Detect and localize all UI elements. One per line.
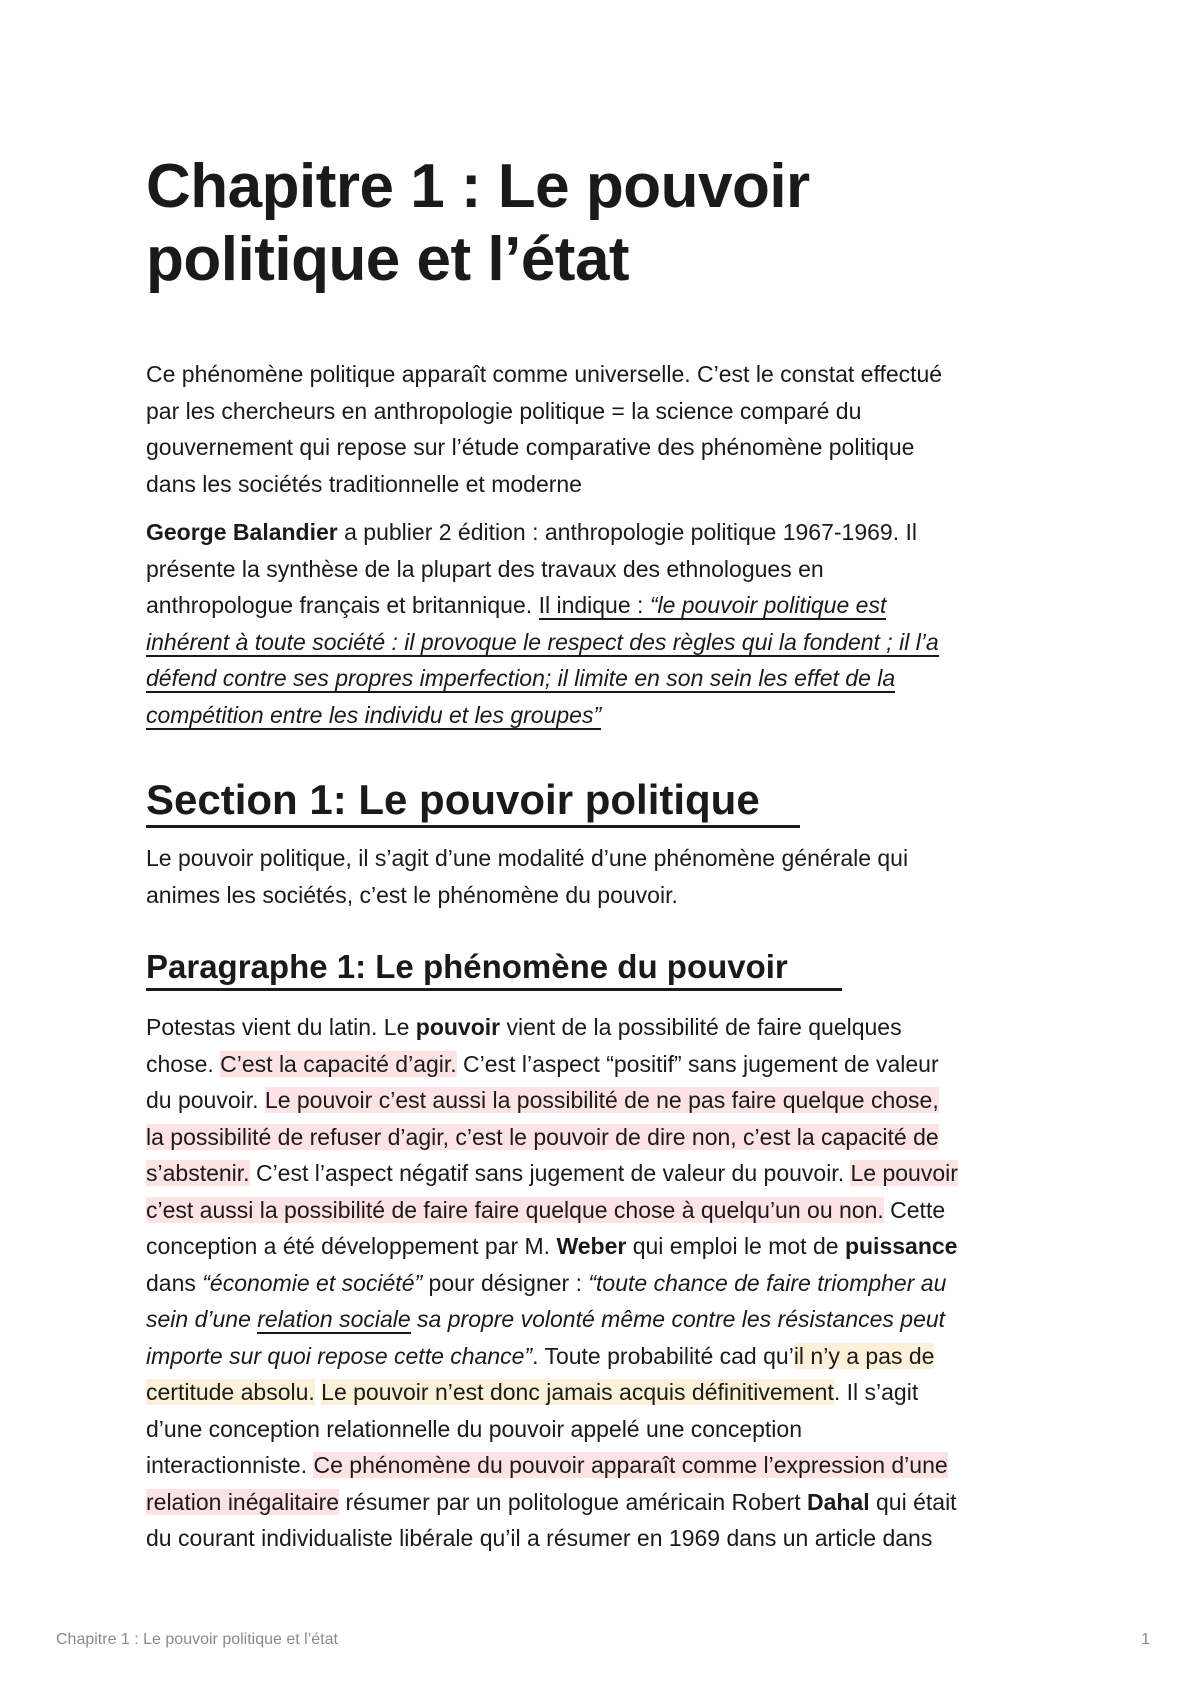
text-line: [146, 1155, 1066, 1192]
page-title: Chapitre 1 : Le pouvoir politique et l’état: [146, 152, 810, 294]
text-line: gouvernement qui repose sur l’étude comparative des phénomène politique: [146, 434, 915, 460]
text-span: résumer par un politologue américain Robert: [339, 1488, 807, 1515]
highlighted-text: la possibilité de refuser d’agir, c’est le pouvoir de dire non, c’est la capacité de: [146, 1123, 939, 1150]
highlighted-text: Le pouvoir c’est aussi la possibilité de ne pas faire quelque chose,: [264, 1087, 939, 1113]
text-line: [146, 697, 1066, 734]
text-line: [146, 1338, 1066, 1375]
author-name: George Balandier: [146, 519, 338, 545]
text-span: conception a été développement par M.: [146, 1233, 557, 1259]
text-line: par les chercheurs en anthropologie politique = la science comparé du: [146, 397, 862, 424]
bold-term: pouvoir: [415, 1014, 501, 1040]
italic-text: sein d’une: [146, 1306, 258, 1332]
paragraph1-body: [146, 1009, 1066, 1557]
quote-text: défend contre ses propres imperfection; il limite en son sein les effet de la: [146, 665, 896, 691]
text-line: du courant individualiste libérale qu’il a résumer en 1969 dans un article dans: [146, 1525, 933, 1551]
text-line: [146, 1301, 1066, 1338]
section1-paragraph: [146, 840, 1066, 913]
highlighted-text: c’est aussi la possibilité de faire faire quelque chose à quelqu’un ou non.: [146, 1196, 884, 1223]
text-line: [146, 1119, 1066, 1156]
text-line: [146, 1228, 1066, 1265]
text-span: pour désigner :: [422, 1269, 589, 1296]
text-line: [146, 1046, 1066, 1083]
text-line: [146, 1374, 1066, 1411]
text-line: d’une conception relationnelle du pouvoir appelé une conception: [146, 1415, 802, 1442]
highlighted-text: s’abstenir.: [146, 1160, 250, 1186]
text-span: anthropologue français et britannique.: [146, 592, 539, 618]
italic-text: importe sur quoi repose cette chance”: [146, 1342, 533, 1369]
text-span: du pouvoir.: [146, 1087, 265, 1113]
text-line: [146, 514, 1066, 551]
intro-paragraph: [146, 356, 1066, 502]
highlighted-text: certitude absolu.: [146, 1379, 315, 1405]
text-line: [146, 587, 1066, 624]
footer-title: Chapitre 1 : Le pouvoir politique et l’état: [56, 1631, 338, 1648]
underlined-text: Il indique :: [538, 592, 650, 618]
highlighted-text: il n’y a pas de: [793, 1342, 935, 1369]
text-line: animes les sociétés, c’est le phénomène du pouvoir.: [146, 881, 678, 908]
text-span: interactionniste.: [146, 1452, 314, 1478]
bold-term: Dahal: [806, 1488, 870, 1515]
text-line: [146, 624, 1066, 661]
highlighted-text: Ce phénomène du pouvoir apparaît comme l’expression d’une: [313, 1452, 948, 1478]
quote-text: inhérent à toute société : il provoque le respect des règles qui la fondent ; il l’a: [146, 628, 939, 655]
text-line: dans les sociétés traditionnelle et moderne: [146, 470, 582, 497]
text-span: vient de la possibilité de faire quelques: [500, 1014, 902, 1040]
italic-text: “économie et société”: [202, 1269, 423, 1296]
text-line: [146, 660, 1066, 697]
text-span: a publier 2 édition : anthropologie politique 1967-1969. Il: [337, 519, 917, 545]
text-span: C’est l’aspect négatif sans jugement de valeur du pouvoir.: [249, 1160, 851, 1186]
text-span: qui était: [869, 1488, 957, 1515]
quote-text: “le pouvoir politique est: [649, 592, 887, 618]
subsection-heading: Paragraphe 1: Le phénomène du pouvoir: [146, 946, 842, 991]
text-span: dans: [146, 1269, 203, 1296]
highlighted-text: C’est la capacité d’agir.: [220, 1050, 457, 1077]
text-line: Le pouvoir politique, il s’agit d’une modalité d’une phénomène générale qui: [146, 845, 909, 871]
section-heading: Section 1: Le pouvoir politique: [146, 775, 800, 828]
text-line: [146, 1192, 1066, 1229]
text-span: qui emploi le mot de: [626, 1233, 845, 1259]
text-span: . Toute probabilité cad qu’: [532, 1342, 794, 1369]
text-line: Ce phénomène politique apparaît comme universelle. C’est le constat effectué: [146, 361, 943, 387]
bold-term: puissance: [844, 1233, 958, 1259]
highlighted-text: Le pouvoir: [850, 1160, 958, 1186]
page-number: 1: [1141, 1631, 1150, 1648]
text-span: Cette: [883, 1196, 946, 1223]
text-span: . Il s’agit: [833, 1379, 919, 1405]
quote-text: compétition entre les individu et les groupes”: [146, 701, 602, 728]
text-line: [146, 1082, 1066, 1119]
underlined-italic-text: relation sociale: [257, 1306, 411, 1332]
italic-text: “toute chance de faire triompher au: [588, 1269, 947, 1296]
bold-term: Weber: [556, 1233, 627, 1259]
italic-text: sa propre volonté même contre les résistances peut: [410, 1306, 946, 1332]
text-span: chose.: [146, 1050, 221, 1077]
text-span: C’est l’aspect “positif” sans jugement de valeur: [456, 1050, 939, 1077]
highlighted-text: Le pouvoir n’est donc jamais acquis définitivement: [321, 1379, 834, 1405]
text-line: présente la synthèse de la plupart des travaux des ethnologues en: [146, 555, 824, 582]
text-line: [146, 1447, 1066, 1484]
highlighted-text: relation inégalitaire: [146, 1488, 340, 1515]
text-line: [146, 1009, 1066, 1046]
text-span: Potestas vient du latin. Le: [146, 1014, 416, 1040]
balandier-paragraph: [146, 514, 1066, 733]
text-line: [146, 1265, 1066, 1302]
text-line: [146, 1484, 1066, 1521]
